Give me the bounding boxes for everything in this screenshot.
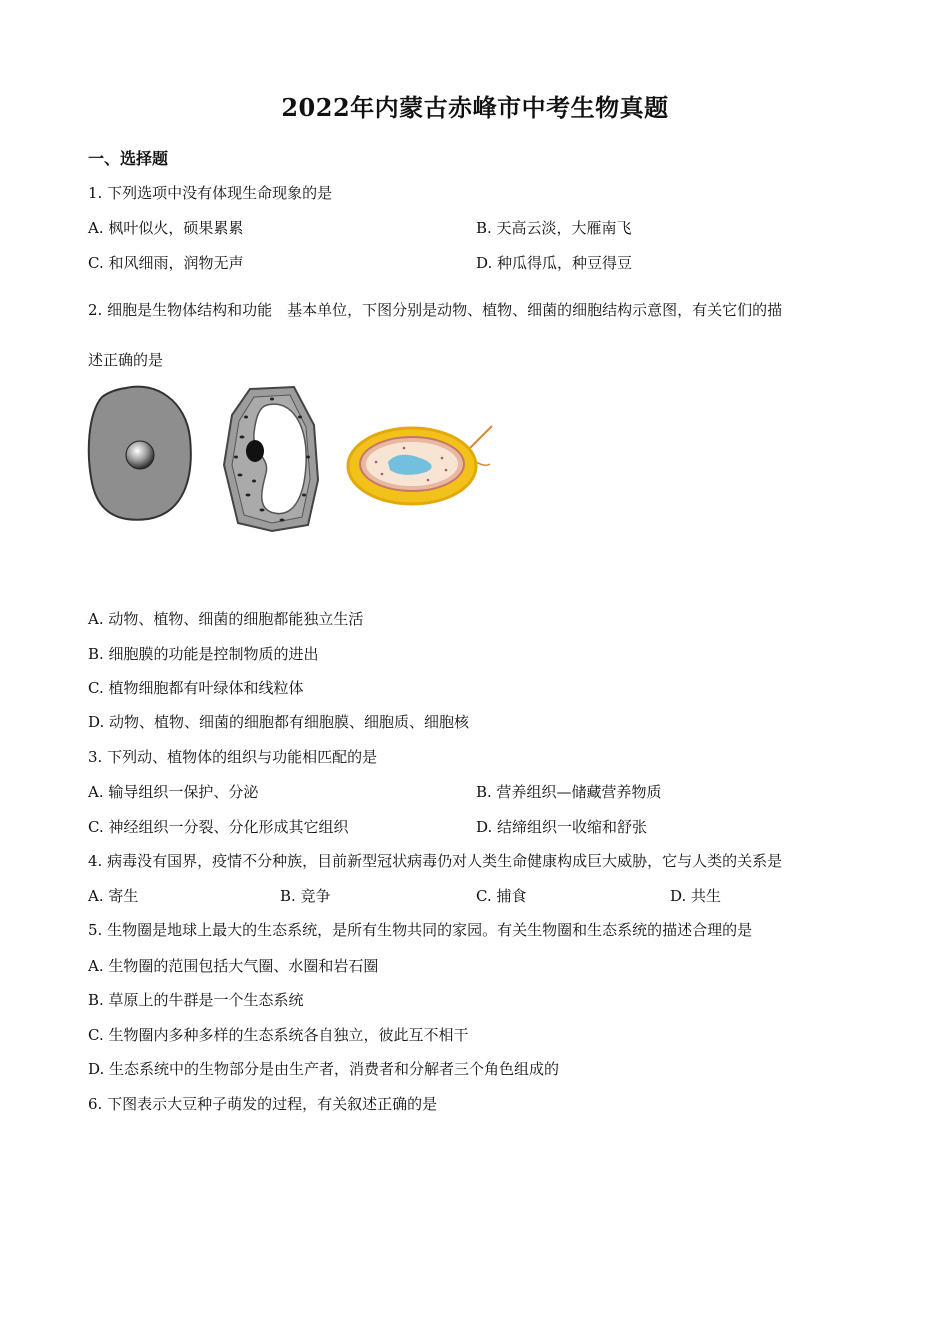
question-5-stem: 5. 生物圈是地球上最大的生态系统，是所有生物共同的家园。有关生物圈和生态系统的描述合理的是 — [88, 921, 753, 939]
question-5-option-b: B. 草原上的牛群是一个生态系统 — [88, 991, 304, 1009]
question-3-option-c: C. 神经组织一分裂、分化形成其它组织 — [88, 818, 349, 836]
question-4-option-c: C. 捕食 — [476, 887, 527, 905]
question-3-option-d: D. 结缔组织一收缩和舒张 — [476, 818, 648, 836]
question-1-option-b: B. 天高云淡，大雁南飞 — [476, 219, 632, 237]
question-3-option-b: B. 营养组织—储藏营养物质 — [476, 783, 662, 801]
question-2-stem-line1: 2. 细胞是生物体结构和功能 基本单位，下图分别是动物、植物、细菌的细胞结构示意图，有关它们的描 — [88, 301, 783, 319]
question-3-option-a: A. 输导组织一保护、分泌 — [88, 783, 259, 801]
question-3-stem: 3. 下列动、植物体的组织与功能相匹配的是 — [88, 748, 378, 766]
question-4-option-d: D. 共生 — [670, 887, 722, 905]
question-1-option-c: C. 和风细雨，润物无声 — [88, 254, 244, 272]
question-5-option-d: D. 生态系统中的生物部分是由生产者，消费者和分解者三个角色组成的 — [88, 1060, 560, 1078]
question-4-option-b: B. 竞争 — [280, 887, 331, 905]
question-2-option-d: D. 动物、植物、细菌的细胞都有细胞膜、细胞质、细胞核 — [88, 713, 470, 731]
question-2-option-c: C. 植物细胞都有叶绿体和线粒体 — [88, 679, 304, 697]
animal-cell-image — [86, 383, 194, 523]
question-2-option-a: A. 动物、植物、细菌的细胞都能独立生活 — [88, 610, 364, 628]
question-5-option-c: C. 生物圈内多种多样的生态系统各自独立，彼此互不相干 — [88, 1026, 469, 1044]
page-title: 2022年内蒙古赤峰市中考生物真题 — [281, 93, 669, 122]
question-2-stem-line2: 述正确的是 — [88, 351, 164, 369]
question-5-option-a: A. 生物圈的范围包括大气圈、水圈和岩石圈 — [88, 957, 379, 975]
question-4-option-a: A. 寄生 — [88, 887, 139, 905]
question-1-option-a: A. 枫叶似火，硕果累累 — [88, 219, 244, 237]
section-title: 一、选择题 — [88, 149, 169, 168]
question-4-stem: 4. 病毒没有国界，疫情不分种族，目前新型冠状病毒仍对人类生命健康构成巨大威胁，它与人类的关系是 — [88, 852, 783, 870]
question-2-option-b: B. 细胞膜的功能是控制物质的进出 — [88, 645, 319, 663]
question-6-stem: 6. 下图表示大豆种子萌发的过程，有关叙述正确的是 — [88, 1095, 438, 1113]
plant-cell-image — [222, 385, 322, 535]
question-1-option-d: D. 种瓜得瓜，种豆得豆 — [476, 254, 633, 272]
question-1-stem: 1. 下列选项中没有体现生命现象的是 — [88, 184, 333, 202]
bacterium-image — [346, 422, 498, 512]
